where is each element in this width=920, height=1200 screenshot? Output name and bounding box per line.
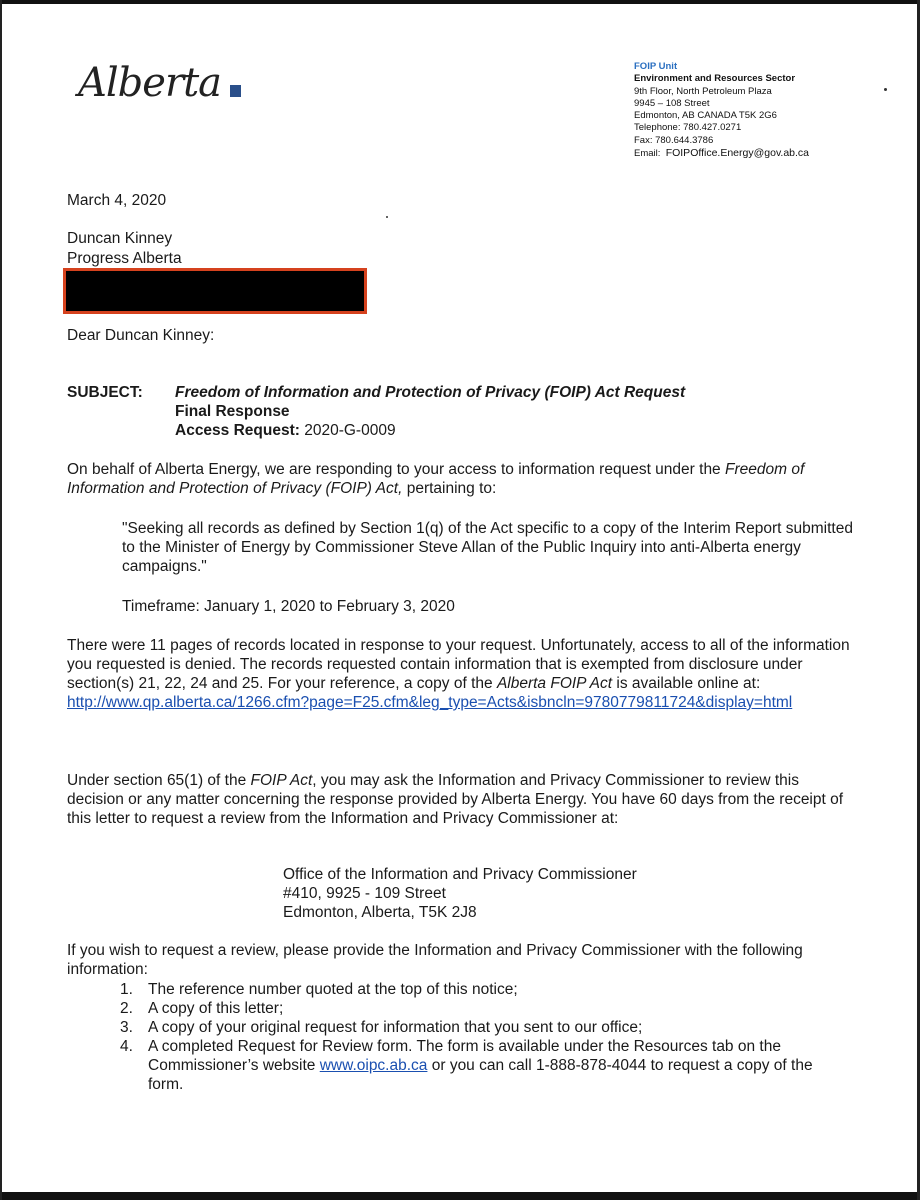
letterhead-telephone: Telephone: 780.427.0271 — [634, 122, 742, 134]
review-text-post: , you may ask the Information and Privacy Commissioner to review this decision or any matter concerning the response provided by Alberta Energy. You have 60 days from the receipt of this letter to request a review from the Information and Privacy Commissioner at: — [67, 772, 844, 827]
oipc-website-link[interactable]: www.oipc.ab.ca — [319, 1057, 428, 1074]
commissioner-address — [283, 865, 637, 922]
list-item-number: 1. — [120, 981, 133, 998]
review-steps-list — [120, 980, 840, 1094]
page-border-top — [0, 0, 920, 4]
alberta-logo-wordmark: Alberta — [78, 60, 221, 106]
intro-text: On behalf of Alberta Energy, we are responding to your access to information request under the — [67, 461, 725, 478]
subject-label: SUBJECT: — [67, 384, 143, 401]
letterhead-fax: Fax: 780.644.3786 — [634, 134, 714, 146]
list-item-text: The reference number quoted at the top of this notice; — [148, 981, 518, 998]
letterhead-city: Edmonton, AB CANADA T5K 2G6 — [634, 110, 777, 122]
list-item — [120, 999, 840, 1018]
letterhead-sector: Environment and Resources Sector — [634, 73, 796, 85]
address-line-3: Edmonton, Alberta, T5K 2J8 — [283, 904, 477, 921]
intro-act-name: Freedom of Information and Protection of Privacy (FOIP) Act, — [67, 461, 805, 497]
subject-final-response: Final Response — [175, 403, 290, 420]
review-act-name: FOIP Act — [250, 772, 313, 789]
page-border-bottom — [0, 1192, 920, 1200]
intro-tail: pertaining to: — [402, 480, 497, 497]
scan-speck — [386, 216, 388, 218]
recipient-organization: Progress Alberta — [67, 250, 182, 267]
letterhead-email-label: Email: — [634, 148, 661, 160]
letterhead-contact-block — [634, 61, 809, 160]
list-item-text — [148, 1037, 840, 1094]
review-text-pre: Under section 65(1) of the — [67, 772, 251, 789]
letter-date: March 4, 2020 — [67, 192, 167, 209]
review-instructions: If you wish to request a review, please provide the Information and Privacy Commissioner with the following information: — [67, 942, 803, 978]
scan-speck — [884, 88, 887, 91]
records-tail: is available online at: — [612, 675, 761, 692]
request-timeframe: Timeframe: January 1, 2020 to February 3, 2020 — [122, 598, 455, 615]
review-paragraph — [67, 771, 847, 828]
page-border-left — [0, 0, 2, 1200]
letterhead-email-row — [634, 147, 809, 160]
letterhead-street: 9945 – 108 Street — [634, 97, 710, 109]
address-line-2: #410, 9925 - 109 Street — [283, 885, 446, 902]
letterhead-floor: 9th Floor, North Petroleum Plaza — [634, 85, 772, 97]
list-item-text: A copy of your original request for information that you sent to our office; — [148, 1019, 643, 1036]
request-quote: "Seeking all records as defined by Section 1(q) of the Act specific to a copy of the Interim Report submitted to the Minister of Energy by Commissioner Steve Allan of the Public Inquiry into anti-Alberta energy campaigns." — [122, 520, 853, 575]
salutation: Dear Duncan Kinney: — [67, 327, 215, 344]
list-item-number: 4. — [120, 1038, 133, 1055]
foip-act-link[interactable]: http://www.qp.alberta.ca/1266.cfm?page=F25.cfm&leg_type=Acts&isbncln=9780779811724&display=html — [67, 694, 793, 711]
subject-title: Freedom of Information and Protection of Privacy (FOIP) Act Request — [175, 384, 686, 401]
address-line-1: Office of the Information and Privacy Commissioner — [283, 866, 637, 883]
records-paragraph — [67, 636, 867, 712]
access-request-label: Access Request: — [175, 422, 300, 439]
records-text: There were 11 pages of records located in response to your request. Unfortunately, access to all of the information you requested is denied. The records requested contain information that is exempted from disclosure under section(s) 21, 22, 24 and 25. For your reference, a copy of the — [67, 637, 850, 692]
step4-text-pre: A completed Request for Review form. The form is available under the Resources tab on the Commissioner’s website — [148, 1038, 781, 1074]
list-item-number: 3. — [120, 1019, 133, 1036]
list-item — [120, 1037, 840, 1094]
letterhead-email[interactable]: FOIPOffice.Energy@gov.ab.ca — [665, 147, 810, 160]
access-request-number: 2020-G-0009 — [304, 422, 396, 439]
alberta-logo-square-icon — [230, 85, 241, 97]
list-item — [120, 1018, 840, 1037]
recipient-name: Duncan Kinney — [67, 230, 173, 247]
list-item-text: A copy of this letter; — [148, 1000, 284, 1017]
alberta-logo — [78, 60, 268, 120]
letterhead-unit: FOIP Unit — [634, 61, 678, 72]
list-item-number: 2. — [120, 1000, 133, 1017]
records-act-name: Alberta FOIP Act — [496, 675, 613, 692]
subject-access-request — [175, 422, 396, 440]
intro-paragraph — [67, 460, 867, 498]
redacted-address-block — [63, 268, 367, 314]
list-item — [120, 980, 840, 999]
step4-text-post: or you can call 1-888-878-4044 to request a copy of the form. — [148, 1057, 813, 1093]
